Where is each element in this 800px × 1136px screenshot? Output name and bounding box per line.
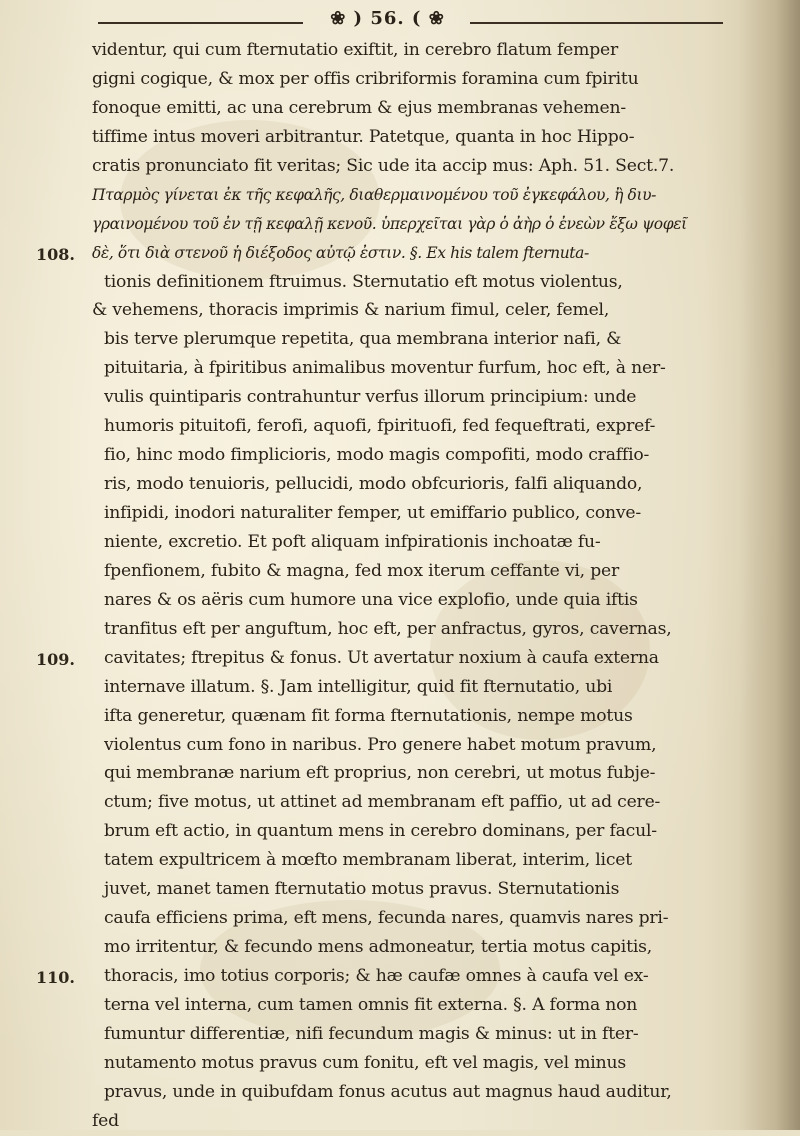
text-line: γραινομένου τοῦ ἐν τῇ κεφαλῇ κενοῦ. ὑπερχεῖται γὰρ ὁ ἀὴρ ὁ ἐνεὼν ἔξω ψοφεῖ: [92, 214, 687, 233]
text-line: & vehemens, thoracis imprimis & narium fimul, celer, femel,: [92, 300, 610, 321]
text-line: internave illatum. §. Jam intelligitur, quid fit fternutatio, ubi: [104, 676, 613, 697]
text-line: tiffime intus moveri arbitrantur. Patetque, quanta in hoc Hippo-: [92, 126, 635, 147]
text-line: tatem expultricem à mœfto membranam liberat, interim, licet: [104, 850, 632, 871]
text-line: fonoque emitti, ac una cerebrum & ejus membranas vehemen-: [92, 97, 626, 118]
text-line: terna vel interna, cum tamen omnis fit externa. §. A forma non: [104, 994, 638, 1015]
running-header: [98, 6, 723, 34]
text-line: juvet, manet tamen fternutatio motus pravus. Sternutationis: [104, 879, 620, 900]
text-line: Πταρμὸς γίνεται ἐκ τῆς κεφαλῆς, διαθερμαινομένου τοῦ ἐγκεφάλου, ἢ διυ-: [92, 185, 656, 204]
text-line: pravus, unde in quibufdam fonus acutus aut magnus haud auditur,: [104, 1081, 672, 1102]
text-line: fpenfionem, fubito & magna, fed mox iterum ceffante vi, per: [104, 560, 620, 581]
text-line: nutamento motus pravus cum fonitu, eft vel magis, vel minus: [104, 1052, 626, 1073]
margin-paragraph-number: 108.: [36, 244, 75, 264]
text-line: cavitates; ftrepitus & fonus. Ut avertatur noxium à caufa externa: [104, 647, 659, 668]
text-line: fumuntur differentiæ, nifi fecundum magis & minus: ut in fter-: [104, 1023, 639, 1044]
text-line: qui membranæ narium eft proprius, non cerebri, ut motus fubje-: [104, 763, 656, 784]
text-line: violentus cum fono in naribus. Pro genere habet motum pravum,: [104, 734, 657, 755]
margin-paragraph-number: 110.: [36, 968, 75, 988]
text-line: videntur, qui cum fternutatio exiftit, in cerebro flatum femper: [92, 40, 619, 60]
margin-paragraph-number: 109.: [36, 649, 75, 669]
body-text: [92, 36, 732, 1136]
text-line: caufa efficiens prima, eft mens, fecunda nares, quamvis nares pri-: [104, 908, 669, 929]
text-line: humoris pituitofi, ferofi, aquofi, fpirituofi, fed fequeftrati, expref-: [104, 416, 656, 437]
text-line: cratis pronunciato fit veritas; Sic ude ita accip mus: Aph. 51. Sect.7.: [92, 155, 675, 176]
text-line: δὲ, ὅτι διὰ στενοῦ ἡ διέξοδος αὐτῷ ἐστιν. §. Ex his talem fternuta-: [92, 243, 589, 262]
text-line: ris, modo tenuioris, pellucidi, modo obfcurioris, falfi aliquando,: [104, 474, 643, 495]
text-line: ctum; five motus, ut attinet ad membranam eft paffio, ut ad cere-: [104, 792, 661, 813]
header-rule-right: [470, 22, 723, 24]
text-line: tranfitus eft per anguftum, hoc eft, per anfractus, gyros, cavernas,: [104, 618, 672, 639]
text-line: thoracis, imo totius corporis; & hæ caufæ omnes à caufa vel ex-: [104, 966, 649, 986]
text-line: gigni cogique, & mox per offis cribriformis foramina cum fpiritu: [92, 68, 639, 89]
page-edge-shadow: [740, 0, 800, 1130]
text-line: brum eft actio, in quantum mens in cerebro dominans, per facul-: [104, 821, 657, 842]
text-line: bis terve plerumque repetita, qua membrana interior nafi, &: [104, 329, 622, 350]
text-line: niente, excretio. Et poft aliquam infpirationis inchoatæ fu-: [104, 531, 601, 552]
text-line: pituitaria, à fpiritibus animalibus moventur furfum, hoc eft, à ner-: [104, 358, 666, 379]
text-line: nares & os aëris cum humore una vice explofio, unde quia iftis: [104, 589, 638, 610]
text-line: tionis definitionem ftruimus. Sternutatio eft motus violentus,: [104, 271, 623, 292]
text-line: mo irritentur, & fecundo mens admoneatur, tertia motus capitis,: [104, 937, 652, 958]
text-line: infipidi, inodori naturaliter femper, ut emiffario publico, conve-: [104, 503, 641, 523]
text-line: vulis quintiparis contrahuntur verfus illorum principium: unde: [104, 387, 637, 408]
text-line: fio, hinc modo fimplicioris, modo magis compofiti, modo craffio-: [104, 445, 650, 466]
header-rule-left: [98, 22, 303, 24]
text-line: fed: [92, 1110, 119, 1131]
text-line: ifta generetur, quænam fit forma fternutationis, nempe motus: [104, 705, 633, 726]
page-number-marker: ❀ ) 56. ( ❀: [330, 8, 445, 29]
